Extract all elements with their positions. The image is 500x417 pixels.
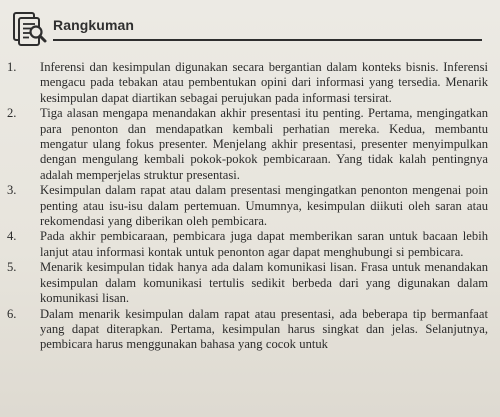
section-title: Rangkuman: [53, 17, 135, 33]
section-header: [10, 10, 482, 50]
item-text: Tiga alasan mengapa menandakan akhir presentasi itu penting. Pertama, mengingatkan para penonton dan mendapatkan kembali perhatian mereka. Kedua, membantu mengatur ulang fokus presenter. Menjelang akhir presentasi, presenter menyimpulkan dengan mengulang kembali pokok-pokok pembicaraan. Yang tidak kalah pentingnya adalah memperjelas struktur presentasi.: [40, 106, 488, 182]
summary-list: [0, 60, 500, 353]
item-number: 5.: [7, 260, 17, 275]
list-item: [0, 229, 500, 260]
item-number: 3.: [7, 183, 17, 198]
item-number: 4.: [7, 229, 17, 244]
item-number: 2.: [7, 106, 17, 121]
header-divider: [53, 39, 482, 41]
item-text: Dalam menarik kesimpulan dalam rapat atau presentasi, ada beberapa tip bermanfaat yang dapat diterapkan. Pertama, kesimpulan harus singkat dan jelas. Selanjutnya, pembicara harus menggunakan bahasa yang cocok untuk: [40, 306, 488, 352]
item-text: Pada akhir pembicaraan, pembicara juga dapat memberikan saran untuk bacaan lebih lanjut atau informasi kontak untuk penonton agar dapat menghubungi si pembicara.: [40, 229, 488, 259]
list-item: [0, 183, 500, 229]
document-search-icon: [10, 10, 50, 50]
list-item: [0, 307, 500, 353]
item-number: 1.: [7, 60, 17, 74]
item-text: Kesimpulan dalam rapat atau dalam presentasi mengingatkan penonton mengenai poin penting atau isu-isu dalam pertemuan. Umumnya, kesimpulan diikuti oleh saran atau rekomendasi yang diberikan oleh pembicara.: [40, 183, 488, 229]
item-text: Menarik kesimpulan tidak hanya ada dalam komunikasi lisan. Frasa untuk menandakan kesimpulan dalam komunikasi tertulis sedikit berbeda dari yang digunakan dalam komunikasi lisan.: [40, 260, 488, 306]
list-item: [0, 106, 500, 183]
item-number: 6.: [7, 306, 17, 321]
item-text: Inferensi dan kesimpulan digunakan secara bergantian dalam konteks bisnis. Inferensi mengacu pada tebakan atau pembentukan opini dari informasi yang tersedia. Menarik kesimpulan dapat diartikan sebagai perujukan pada informasi tersirat.: [40, 60, 488, 105]
list-item: [0, 60, 500, 106]
list-item: [0, 260, 500, 306]
